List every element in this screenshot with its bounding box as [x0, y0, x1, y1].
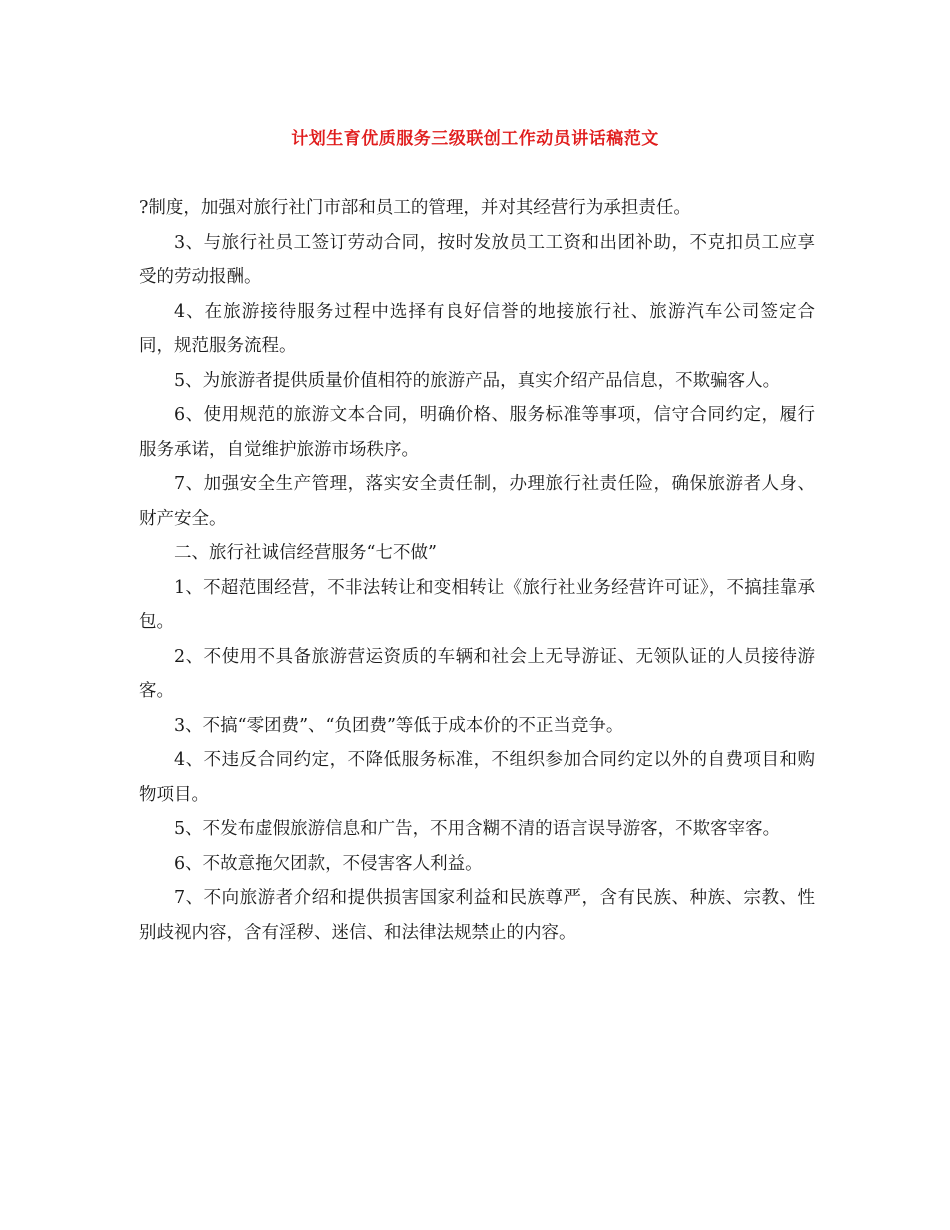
paragraph-14: 7、不向旅游者介绍和提供损害国家利益和民族尊严，含有民族、种族、宗教、性别歧视内容，含有淫秽、迷信、和法律法规禁止的内容。	[139, 888, 815, 943]
paragraph-10: 3、不搞“零团费”、“负团费”等低于成本价的不正当竞争。	[174, 715, 624, 736]
paragraph-13: 6、不故意拖欠团款，不侵害客人利益。	[174, 853, 483, 874]
paragraph-1: ?制度，加强对旅行社门市部和员工的管理，并对其经营行为承担责任。	[139, 198, 691, 218]
paragraph-2: 3、与旅行社员工签订劳动合同，按时发放员工工资和出团补助，不克扣员工应享受的劳动报酬。	[139, 232, 815, 287]
paragraph-6: 7、加强安全生产管理，落实安全责任制，办理旅行社责任险，确保旅游者人身、财产安全。	[139, 474, 815, 529]
paragraph-9: 2、不使用不具备旅游营运资质的车辆和社会上无导游证、无领队证的人员接待游客。	[139, 646, 815, 701]
paragraph-4: 5、为旅游者提供质量价值相符的旅游产品，真实介绍产品信息，不欺骗客人。	[174, 370, 781, 391]
paragraph-11: 4、不违反合同约定，不降低服务标准，不组织参加合同约定以外的自费项目和购物项目。	[139, 750, 815, 805]
document-title: 计划生育优质服务三级联创工作动员讲话稿范文	[291, 129, 659, 149]
section-heading-2: 二、旅行社诚信经营服务“七不做”	[174, 543, 437, 563]
paragraph-5: 6、使用规范的旅游文本合同，明确价格、服务标准等事项，信守合同约定，履行服务承诺，自觉维护旅游市场秩序。	[139, 405, 815, 460]
paragraph-3: 4、在旅游接待服务过程中选择有良好信誉的地接旅行社、旅游汽车公司签定合同，规范服务流程。	[139, 301, 815, 356]
document-body	[139, 191, 815, 950]
paragraph-8: 1、不超范围经营，不非法转让和变相转让《旅行社业务经营许可证》，不搞挂靠承包。	[139, 577, 815, 632]
paragraph-12: 5、不发布虚假旅游信息和广告，不用含糊不清的语言误导游客，不欺客宰客。	[174, 819, 781, 839]
